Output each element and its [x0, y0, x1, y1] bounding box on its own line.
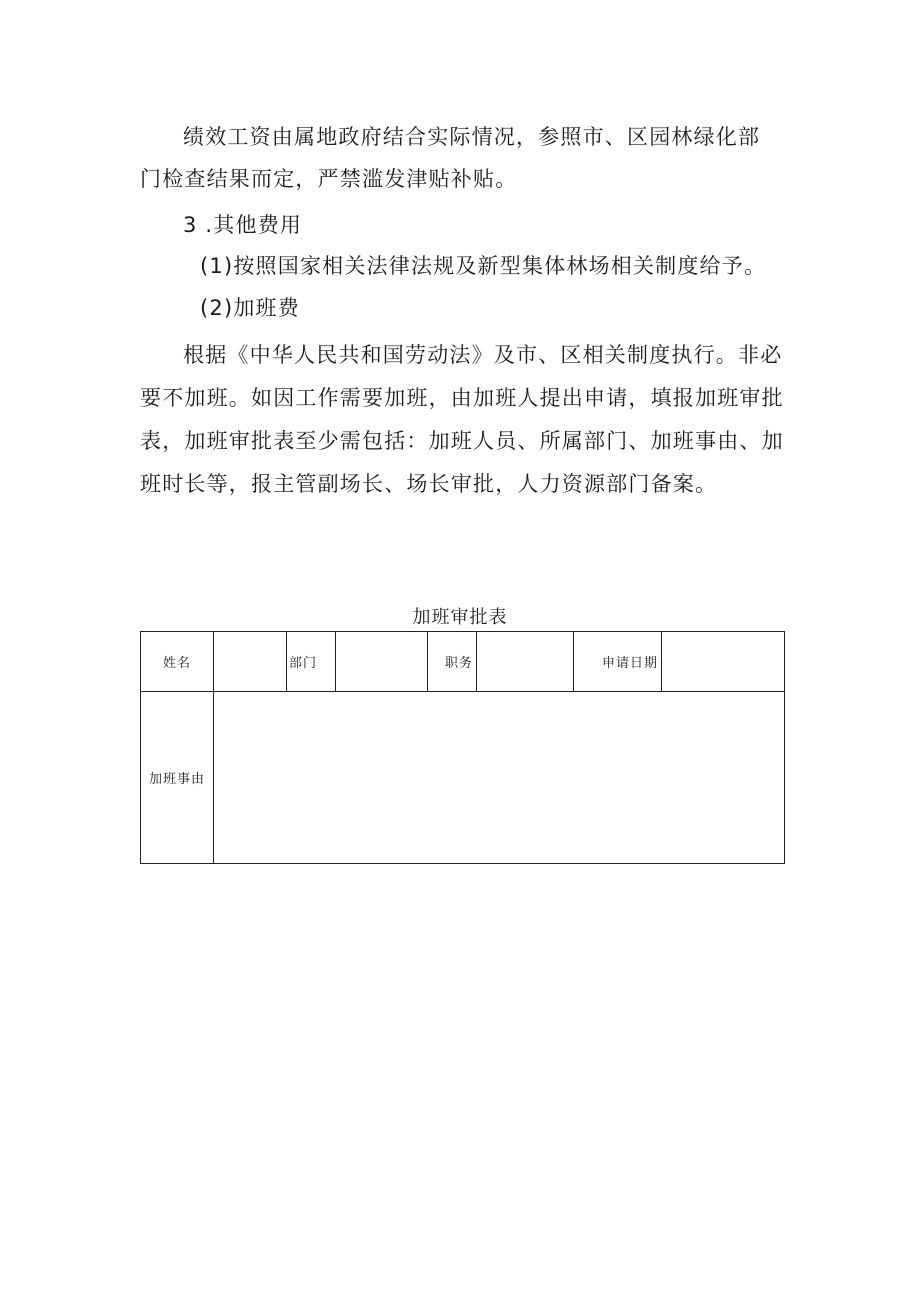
form-reason-row [141, 692, 785, 864]
list-item-legal-basis: (1)按照国家相关法律法规及新型集体林场相关制度给予。 [200, 254, 767, 278]
reason-label: 加班事由 [141, 692, 214, 864]
paragraph-overtime-rules: 根据《中华人民共和国劳动法》及市、区相关制度执行。非必要不加班。如因工作需要加班，由加班人提出申请，填报加班审批表，加班审批表至少需包括：加班人员、所属部门、加班事由、加班时长等，报主管副场长、场长审批，人力资源部门备案。 [140, 343, 784, 496]
reason-field[interactable] [214, 692, 785, 864]
overtime-approval-form [140, 631, 785, 864]
apply-date-label: 申请日期 [574, 632, 662, 692]
department-label: 部门 [287, 632, 336, 692]
paragraph-performance-pay-line2: 门检查结果而定，严禁滥发津贴补贴。 [140, 167, 518, 191]
paragraph-performance-pay-line1: 绩效工资由属地政府结合实际情况，参照市、区园林绿化部 [183, 125, 761, 149]
apply-date-field[interactable] [662, 632, 785, 692]
list-item-overtime-pay: (2)加班费 [200, 296, 300, 320]
position-label: 职务 [428, 632, 477, 692]
name-field[interactable] [214, 632, 287, 692]
form-title: 加班审批表 [412, 607, 508, 628]
position-field[interactable] [477, 632, 574, 692]
department-field[interactable] [336, 632, 428, 692]
name-label: 姓名 [141, 632, 214, 692]
form-header-row [141, 632, 785, 692]
section-heading-other-costs: 3 .其他费用 [183, 213, 303, 237]
